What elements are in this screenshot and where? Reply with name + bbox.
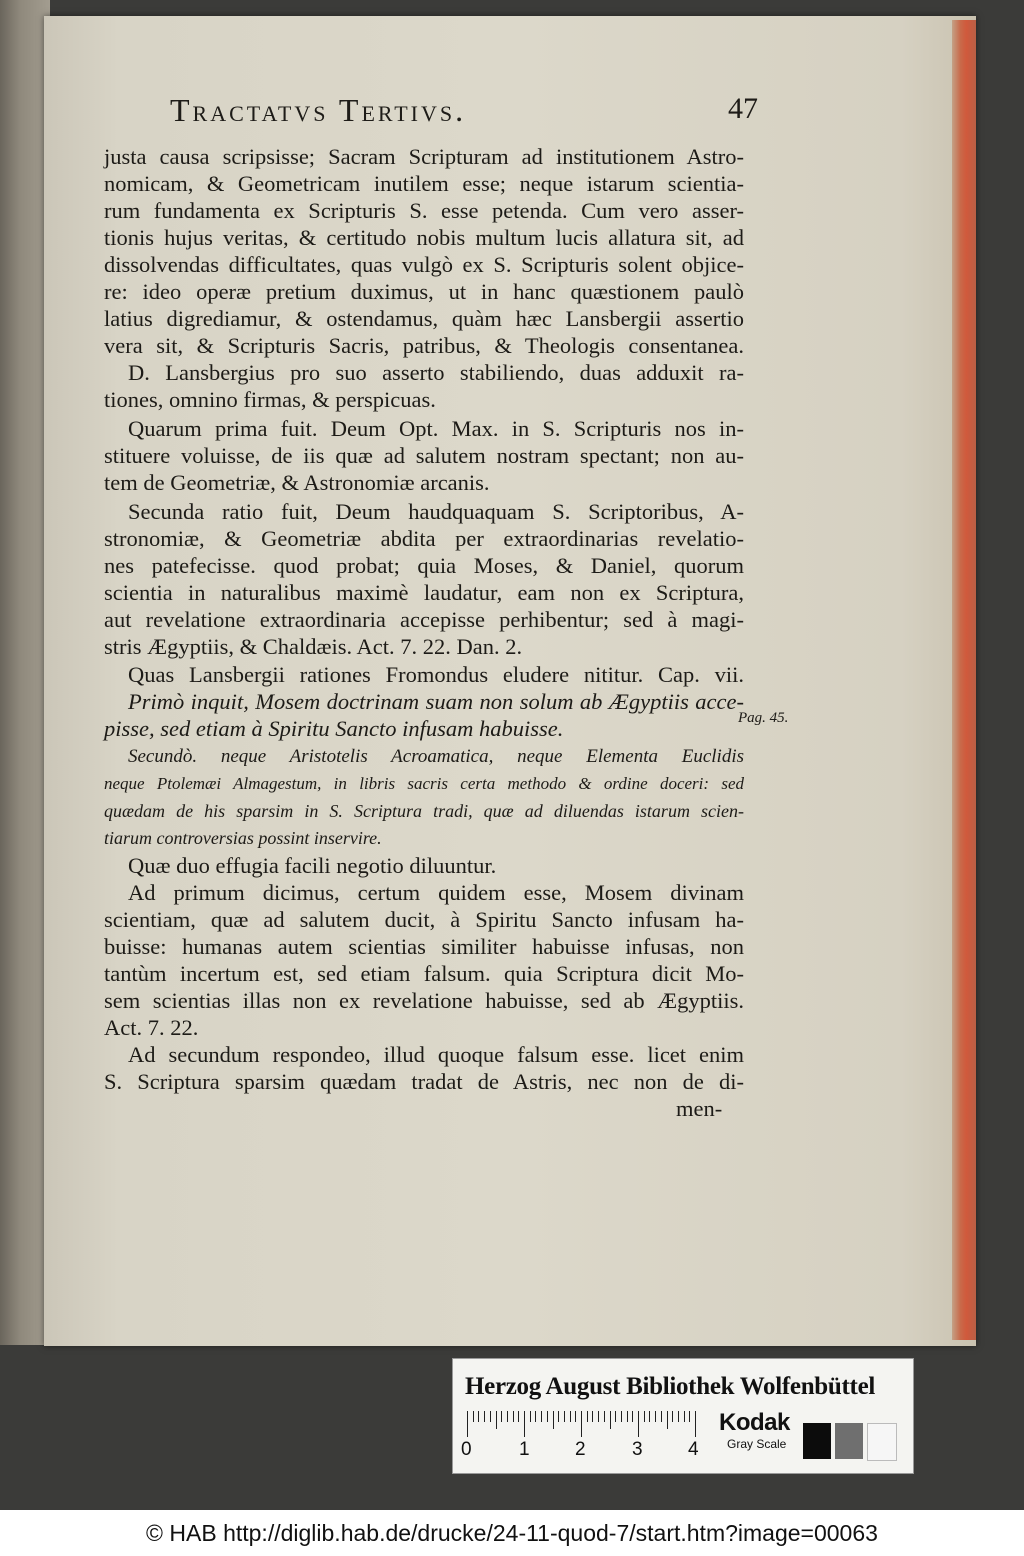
ruler-tick <box>535 1411 536 1422</box>
text-line: scientia in naturalibus maximè laudatur, eam non ex Scriptura, <box>104 580 744 605</box>
margin-note: Pag. 45. <box>738 710 789 726</box>
text-line: rum fundamenta ex Scripturis S. esse petenda. Cum vero asser- <box>104 198 744 223</box>
text-line: D. Lansbergius pro suo asserto stabiliendo, duas adduxit ra- <box>128 360 744 385</box>
text-line: stituere voluisse, de iis quæ ad salutem nostram spectant; non au- <box>104 443 744 468</box>
ruler-tick <box>587 1411 588 1422</box>
ruler-tick <box>695 1411 696 1437</box>
text-line: latius digrediamur, & ostendamus, quàm hæc Lansbergii assertio <box>104 306 744 331</box>
ruler-tick <box>473 1411 474 1422</box>
text-line: Secundò. neque Aristotelis Acroamatica, neque Elementa Euclidis <box>128 746 744 767</box>
text-line: vera sit, & Scripturis Sacris, patribus, & Theologis consentanea. <box>104 333 744 358</box>
text-line: scientiam, quæ ad salutem ducit, à Spiritu Sancto infusam ha- <box>104 907 744 932</box>
gray-swatch-white <box>867 1423 897 1461</box>
text-line: S. Scriptura sparsim quædam tradat de Astris, nec non de di- <box>104 1069 744 1094</box>
ruler-tick <box>610 1411 611 1429</box>
text-line: nes patefecisse. quod probat; quia Moses, & Daniel, quorum <box>104 553 744 578</box>
text-line: re: ideo operæ pretium duximus, ut in hanc quæstionem paulò <box>104 279 744 304</box>
ruler-tick <box>581 1411 582 1437</box>
text-line: Quas Lansbergii rationes Fromondus eludere nititur. Cap. vii. <box>128 662 744 687</box>
ruler-tick <box>604 1411 605 1422</box>
gray-scale-caption: Gray Scale <box>727 1437 787 1451</box>
ruler-number: 0 <box>461 1439 472 1460</box>
text-line: tem de Geometriæ, & Astronomiæ arcanis. <box>104 470 490 495</box>
text-line: buisse: humanas autem scientias similiter habuisse infusas, non <box>104 934 744 959</box>
ruler-tick <box>564 1411 565 1422</box>
text-line: tionis hujus veritas, & certitudo nobis multum lucis allatura sit, ad <box>104 225 744 250</box>
ruler-tick <box>547 1411 548 1422</box>
ruler-tick <box>467 1411 468 1437</box>
text-line: Ad primum dicimus, certum quidem esse, Mosem divinam <box>128 880 744 905</box>
ruler-tick <box>478 1411 479 1422</box>
ruler-tick <box>672 1411 673 1422</box>
text-line: pisse, sed etiam à Spiritu Sancto infusam habuisse. <box>104 716 564 741</box>
ruler-tick <box>513 1411 514 1422</box>
ruler-tick <box>615 1411 616 1422</box>
scale-ruler <box>467 1411 699 1437</box>
ruler-tick <box>678 1411 679 1422</box>
ruler-number: 3 <box>632 1439 643 1460</box>
ruler-tick <box>684 1411 685 1422</box>
ruler-tick <box>638 1411 639 1437</box>
ruler-tick <box>598 1411 599 1422</box>
text-line: Quæ duo effugia facili negotio diluuntur. <box>128 853 497 878</box>
text-line: Ad secundum respondeo, illud quoque falsum esse. licet enim <box>128 1042 744 1067</box>
ruler-tick <box>570 1411 571 1422</box>
ruler-tick <box>501 1411 502 1422</box>
ruler-tick <box>507 1411 508 1422</box>
ruler-number: 4 <box>688 1439 699 1460</box>
ruler-tick <box>644 1411 645 1422</box>
text-line: sem scientias illas non ex revelatione habuisse, sed ab Ægyptiis. <box>104 988 744 1013</box>
ruler-tick <box>592 1411 593 1422</box>
text-line: tiarum controversias possint inservire. <box>104 828 382 848</box>
text-line: justa causa scripsisse; Sacram Scripturam ad institutionem Astro- <box>104 144 744 169</box>
ruler-tick <box>627 1411 628 1422</box>
ruler-tick <box>575 1411 576 1422</box>
library-label <box>452 1358 914 1474</box>
ruler-tick <box>541 1411 542 1422</box>
ruler-tick <box>621 1411 622 1422</box>
ruler-tick <box>689 1411 690 1422</box>
text-line: aut revelatione extraordinaria accepisse perhibentur; sed à magi- <box>104 607 744 632</box>
text-line: Primò inquit, Mosem doctrinam suam non solum ab Ægyptiis acce- <box>128 689 744 714</box>
ruler-number: 2 <box>575 1439 586 1460</box>
ruler-tick <box>649 1411 650 1422</box>
ruler-tick <box>655 1411 656 1422</box>
ruler-tick <box>490 1411 491 1422</box>
text-line: Secunda ratio fuit, Deum haudquaquam S. Scriptoribus, A- <box>128 499 744 524</box>
text-line: neque Ptolemæi Almagestum, in libris sacris certa methodo & ordine doceri: sed <box>104 774 744 793</box>
copyright-footer: © HAB http://diglib.hab.de/drucke/24-11-quod-7/start.htm?image=00063 <box>0 1510 1024 1556</box>
adjacent-page-edge <box>0 0 50 1345</box>
ruler-tick <box>632 1411 633 1422</box>
ruler-tick <box>484 1411 485 1422</box>
label-title: Herzog August Bibliothek Wolfenbüttel <box>465 1373 876 1400</box>
ruler-number: 1 <box>519 1439 530 1460</box>
text-line: stronomiæ, & Geometriæ abdita per extraordinarias revelatio- <box>104 526 744 551</box>
ruler-tick <box>518 1411 519 1422</box>
ruler-tick <box>524 1411 525 1437</box>
text-line: dissolvendas difficultates, quas vulgò ex S. Scripturis solent objice- <box>104 252 744 277</box>
text-line: tantùm incertum est, sed etiam falsum. quia Scriptura dicit Mo- <box>104 961 744 986</box>
kodak-logo: Kodak <box>719 1409 790 1436</box>
text-line: stris Ægyptiis, & Chaldæis. Act. 7. 22. Dan. 2. <box>104 634 523 659</box>
gray-swatch-mid <box>835 1423 863 1459</box>
ruler-tick <box>667 1411 668 1429</box>
text-line: nomicam, & Geometricam inutilem esse; neque istarum scientia- <box>104 171 744 196</box>
gray-swatch-black <box>803 1423 831 1459</box>
ruler-tick <box>553 1411 554 1429</box>
running-head: Tractatvs Tertivs. <box>170 92 467 128</box>
red-fore-edge <box>952 20 976 1340</box>
page-number: 47 <box>728 92 758 125</box>
text-line: quædam de his sparsim in S. Scriptura tradi, quæ ad diluendas istarum scien- <box>104 801 744 821</box>
ruler-tick <box>558 1411 559 1422</box>
text-line: Quarum prima fuit. Deum Opt. Max. in S. Scripturis nos in- <box>128 416 744 441</box>
text-line: tiones, omnino firmas, & perspicuas. <box>104 387 436 412</box>
text-line: Act. 7. 22. <box>104 1015 199 1040</box>
catchword: men- <box>676 1096 723 1121</box>
ruler-tick <box>530 1411 531 1422</box>
ruler-tick <box>496 1411 497 1429</box>
ruler-tick <box>661 1411 662 1422</box>
